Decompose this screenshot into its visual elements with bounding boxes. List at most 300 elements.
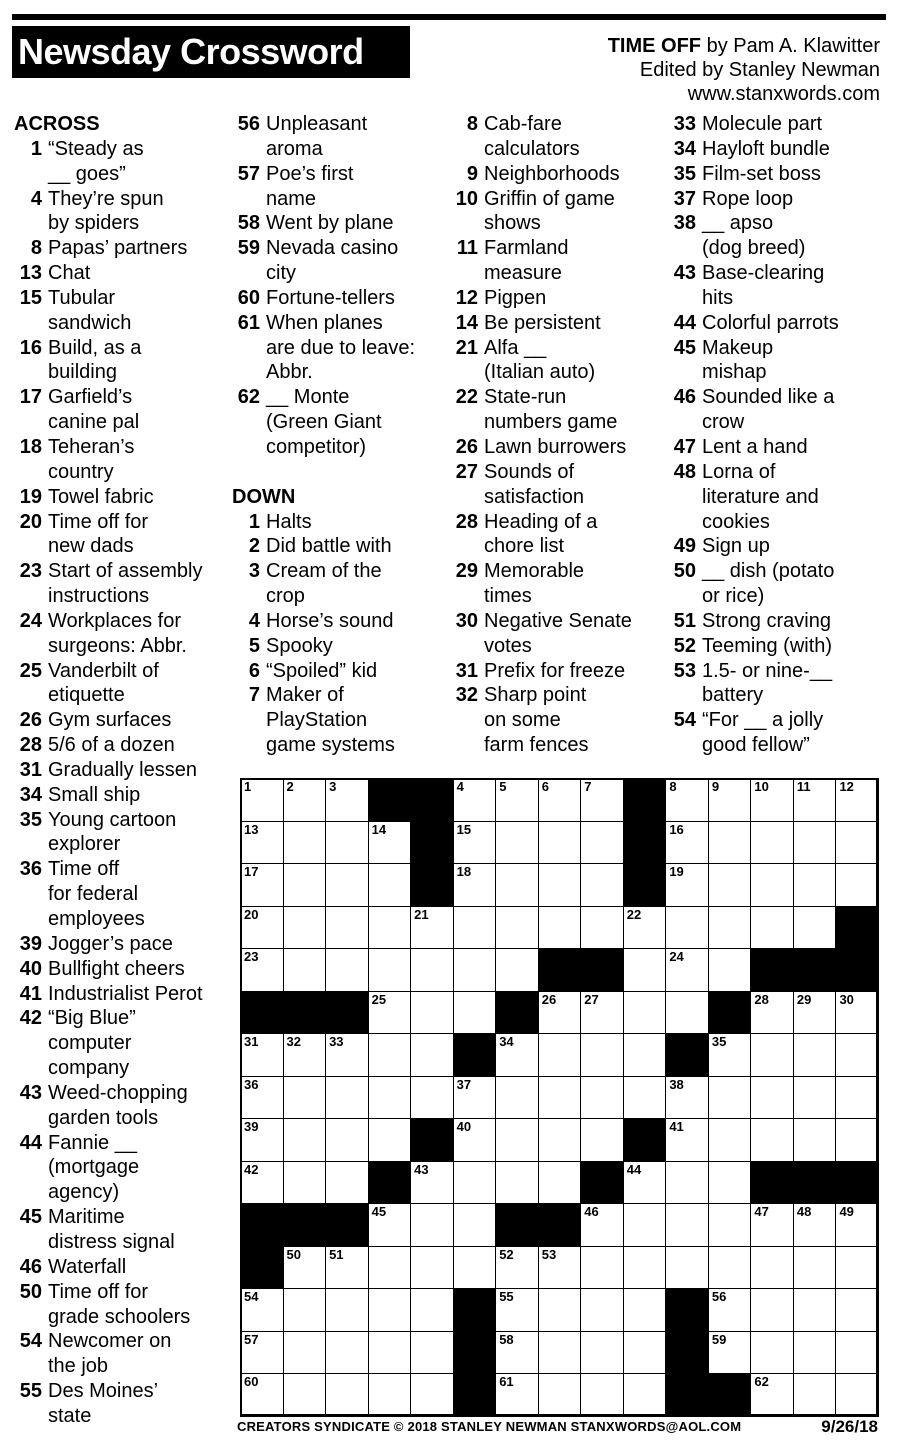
grid-cell[interactable] [495, 1288, 539, 1332]
grid-cell[interactable] [240, 863, 284, 907]
grid-cell[interactable] [793, 1288, 837, 1332]
grid-cell[interactable] [623, 1076, 667, 1120]
grid-cell[interactable] [708, 863, 752, 907]
grid-cell[interactable] [750, 821, 794, 865]
grid-cell[interactable] [368, 1288, 412, 1332]
cell-number: 12 [839, 779, 854, 794]
down-clue-44 [666, 311, 892, 336]
grid-cell[interactable] [325, 1246, 369, 1290]
clue-number: 54 [19, 1330, 42, 1353]
grid-cell[interactable] [750, 1373, 794, 1417]
grid-cell[interactable] [283, 1118, 327, 1162]
grid-cell[interactable] [240, 1076, 284, 1120]
down-clue-53 [666, 659, 892, 709]
grid-cell[interactable] [325, 778, 369, 822]
down-clue-37 [666, 187, 892, 212]
down-clue-34 [666, 137, 892, 162]
clue-number: 21 [455, 336, 478, 359]
grid-cell[interactable] [495, 778, 539, 822]
cell-number: 54 [244, 1289, 259, 1305]
clue-text: Tubular sandwich [48, 286, 132, 334]
grid-cell[interactable] [495, 906, 539, 950]
grid-cell[interactable] [453, 1076, 497, 1120]
grid-cell[interactable] [368, 1076, 412, 1120]
cell-number: 60 [244, 1374, 259, 1390]
clue-text: 5/6 of a dozen [48, 734, 175, 757]
grid-cell[interactable] [580, 778, 624, 822]
grid-cell[interactable] [410, 1161, 454, 1205]
clue-number: 27 [455, 460, 478, 483]
grid-cell[interactable] [283, 1288, 327, 1332]
clue-column-3 [448, 112, 670, 758]
clue-column-4 [666, 112, 892, 758]
clue-number: 31 [19, 758, 42, 781]
clue-text: Sign up [702, 535, 770, 558]
clue-number: 35 [673, 162, 696, 185]
clue-text: Vanderbilt of etiquette [48, 659, 159, 707]
grid-cell[interactable] [708, 1331, 752, 1375]
grid-cell[interactable] [410, 948, 454, 992]
grid-cell[interactable] [368, 948, 412, 992]
cell-number: 56 [711, 1289, 727, 1305]
grid-cell[interactable] [240, 778, 284, 822]
grid-cell[interactable] [538, 821, 582, 865]
grid-cell[interactable] [835, 1118, 879, 1162]
grid-cell[interactable] [453, 991, 497, 1035]
grid-cell[interactable] [538, 906, 582, 950]
grid-cell[interactable] [368, 1033, 412, 1077]
grid-cell[interactable] [538, 1033, 582, 1077]
grid-cell[interactable] [283, 821, 327, 865]
grid-cell[interactable] [835, 1331, 879, 1375]
grid-cell[interactable] [283, 1373, 327, 1417]
grid-cell[interactable] [325, 821, 369, 865]
grid-cell[interactable] [495, 1118, 539, 1162]
grid-cell[interactable] [580, 1033, 624, 1077]
grid-cell[interactable] [750, 906, 794, 950]
clue-text: Halts [266, 510, 312, 533]
clue-number: 46 [673, 386, 696, 409]
grid-cell[interactable] [453, 906, 497, 950]
grid-cell[interactable] [793, 906, 837, 950]
grid-cell[interactable] [283, 1076, 327, 1120]
grid-cell[interactable] [283, 1161, 327, 1205]
website: www.stanxwords.com [687, 83, 880, 105]
black-square [410, 863, 454, 907]
grid-cell[interactable] [283, 1331, 327, 1375]
grid-cell[interactable] [750, 863, 794, 907]
grid-cell[interactable] [580, 863, 624, 907]
clue-number: 23 [19, 560, 42, 583]
grid-cell[interactable] [325, 1373, 369, 1417]
grid-cell[interactable] [750, 1076, 794, 1120]
grid-cell[interactable] [623, 991, 667, 1035]
cell-number: 40 [456, 1119, 472, 1135]
clue-text: Griffin of game shows [484, 187, 615, 235]
grid-cell[interactable] [835, 863, 879, 907]
grid-cell[interactable] [538, 1246, 582, 1290]
down-clue-48 [666, 460, 892, 535]
clue-text: Memorable times [484, 560, 585, 608]
grid-cell[interactable] [325, 1161, 369, 1205]
grid-cell[interactable] [453, 1161, 497, 1205]
cell-number: 50 [286, 1246, 301, 1262]
clue-column-1 [14, 112, 236, 1429]
across-clue-36 [14, 857, 236, 932]
grid-cell[interactable] [240, 906, 284, 950]
cell-number: 48 [796, 1204, 812, 1220]
down-clue-1 [232, 510, 454, 535]
grid-cell[interactable] [793, 863, 837, 907]
grid-cell[interactable] [410, 1288, 454, 1332]
across-clue-42 [14, 1006, 236, 1081]
grid-cell[interactable] [538, 1288, 582, 1332]
grid-cell[interactable] [750, 1246, 794, 1290]
cell-number: 49 [839, 1204, 854, 1220]
black-square [410, 821, 454, 865]
grid-cell[interactable] [368, 1373, 412, 1417]
down-clue-33 [666, 112, 892, 137]
grid-cell[interactable] [495, 821, 539, 865]
clue-number: 34 [673, 137, 696, 160]
grid-cell[interactable] [665, 1246, 709, 1290]
cell-number: 18 [456, 864, 472, 880]
clue-number: 40 [19, 957, 42, 980]
grid-cell[interactable] [495, 1373, 539, 1417]
grid-cell[interactable] [665, 863, 709, 907]
grid-cell[interactable] [538, 991, 582, 1035]
across-clue-60 [232, 286, 454, 311]
grid-cell[interactable] [580, 1288, 624, 1332]
grid-cell[interactable] [580, 1203, 624, 1247]
grid-cell[interactable] [240, 1118, 284, 1162]
grid-cell[interactable] [240, 1033, 284, 1077]
grid-cell[interactable] [453, 778, 497, 822]
grid-cell[interactable] [410, 1203, 454, 1247]
grid-cell[interactable] [453, 948, 497, 992]
top-rule [12, 14, 886, 20]
grid-cell[interactable] [750, 1288, 794, 1332]
grid-cell[interactable] [538, 1331, 582, 1375]
grid-cell[interactable] [410, 1331, 454, 1375]
clue-number: 22 [455, 386, 478, 409]
grid-cell[interactable] [410, 1033, 454, 1077]
grid-cell[interactable] [580, 906, 624, 950]
grid-cell[interactable] [283, 778, 327, 822]
grid-cell[interactable] [495, 863, 539, 907]
grid-cell[interactable] [708, 1161, 752, 1205]
grid-cell[interactable] [793, 1203, 837, 1247]
clue-text: Cream of the crop [266, 560, 382, 608]
clue-text: Rope loop [702, 187, 794, 210]
grid-cell[interactable] [240, 821, 284, 865]
grid-cell[interactable] [580, 1246, 624, 1290]
puzzle-title: TIME OFF [607, 35, 702, 57]
clue-text: Jogger’s pace [48, 932, 173, 955]
grid-cell[interactable] [325, 1118, 369, 1162]
clue-number: 20 [19, 510, 42, 533]
grid-cell[interactable] [410, 1076, 454, 1120]
clue-text: Start of assembly instructions [48, 560, 203, 608]
cell-number: 32 [286, 1034, 301, 1050]
black-square [325, 1203, 369, 1247]
grid-cell[interactable] [240, 1161, 284, 1205]
grid-cell[interactable] [793, 1033, 837, 1077]
black-square [240, 1203, 284, 1247]
across-clue-31 [14, 758, 236, 783]
grid-cell[interactable] [835, 1288, 879, 1332]
grid-cell[interactable] [623, 906, 667, 950]
grid-cell[interactable] [793, 991, 837, 1035]
clue-number: 50 [673, 560, 696, 583]
down-clue-7 [232, 683, 454, 758]
grid-cell[interactable] [665, 821, 709, 865]
clue-text: Negative Senate votes [484, 609, 632, 657]
grid-cell[interactable] [623, 1246, 667, 1290]
grid-cell[interactable] [368, 1246, 412, 1290]
black-square [750, 948, 794, 992]
grid-cell[interactable] [793, 1076, 837, 1120]
black-square [665, 1033, 709, 1077]
grid-cell[interactable] [580, 1331, 624, 1375]
grid-cell[interactable] [325, 906, 369, 950]
grid-cell[interactable] [538, 1373, 582, 1417]
grid-cell[interactable] [410, 1246, 454, 1290]
down-clue-29 [448, 559, 670, 609]
grid-cell[interactable] [325, 1288, 369, 1332]
grid-cell[interactable] [708, 1203, 752, 1247]
grid-cell[interactable] [368, 1118, 412, 1162]
across-clue-23 [14, 559, 236, 609]
grid-cell[interactable] [708, 906, 752, 950]
grid-cell[interactable] [538, 863, 582, 907]
cell-number: 15 [456, 821, 472, 837]
clue-number: 8 [466, 113, 478, 135]
grid-cell[interactable] [665, 1118, 709, 1162]
grid-cell[interactable] [708, 1076, 752, 1120]
byline [608, 34, 880, 106]
across-clue-28 [14, 733, 236, 758]
grid-cell[interactable] [368, 821, 412, 865]
grid-cell[interactable] [750, 778, 794, 822]
black-square [538, 948, 582, 992]
clue-text: Film-set boss [702, 162, 821, 185]
grid-cell[interactable] [580, 991, 624, 1035]
clue-text: Young cartoon explorer [48, 808, 177, 856]
clue-number: 38 [673, 212, 696, 235]
clue-text: Horse’s sound [266, 609, 394, 632]
grid-cell[interactable] [835, 1246, 879, 1290]
clue-number: 5 [248, 634, 260, 657]
down-clue-10 [448, 187, 670, 237]
grid-cell[interactable] [835, 1076, 879, 1120]
grid-cell[interactable] [750, 1203, 794, 1247]
grid-cell[interactable] [580, 1118, 624, 1162]
down-clue-47 [666, 435, 892, 460]
black-square [410, 1118, 454, 1162]
across-clue-45 [14, 1205, 236, 1255]
grid-cell[interactable] [283, 863, 327, 907]
grid-cell[interactable] [665, 1203, 709, 1247]
clue-text: Lorna of literature and cookies [702, 460, 819, 533]
grid-cell[interactable] [325, 1033, 369, 1077]
clue-number: 17 [19, 386, 42, 409]
black-square [283, 1203, 327, 1247]
grid-cell[interactable] [410, 991, 454, 1035]
clue-number: 26 [19, 709, 42, 732]
cell-number: 44 [626, 1161, 642, 1177]
across-clue-59 [232, 236, 454, 286]
clue-text: Time off for federal employees [48, 858, 145, 930]
grid-cell[interactable] [708, 1288, 752, 1332]
across-clue-15 [14, 286, 236, 336]
grid-cell[interactable] [368, 1203, 412, 1247]
clue-number: 10 [455, 187, 478, 210]
grid-cell[interactable] [368, 991, 412, 1035]
grid-cell[interactable] [325, 1331, 369, 1375]
black-square [453, 1288, 497, 1332]
clue-text: __ dish (potato or rice) [702, 560, 835, 608]
grid-cell[interactable] [835, 1373, 879, 1417]
grid-cell[interactable] [495, 1161, 539, 1205]
grid-cell[interactable] [665, 991, 709, 1035]
grid-cell[interactable] [580, 1076, 624, 1120]
clue-text: “For __ a jolly good fellow” [702, 709, 824, 757]
grid-cell[interactable] [538, 1118, 582, 1162]
grid-cell[interactable] [623, 1288, 667, 1332]
grid-cell[interactable] [835, 1033, 879, 1077]
grid-cell[interactable] [495, 948, 539, 992]
grid-cell[interactable] [240, 1331, 284, 1375]
grid-cell[interactable] [708, 778, 752, 822]
grid-cell[interactable] [793, 1373, 837, 1417]
grid-cell[interactable] [623, 1033, 667, 1077]
across-clue-18 [14, 435, 236, 485]
grid-cell[interactable] [793, 821, 837, 865]
clue-number: 41 [19, 982, 42, 1005]
grid-cell[interactable] [410, 906, 454, 950]
grid-cell[interactable] [368, 863, 412, 907]
grid-cell[interactable] [538, 778, 582, 822]
across-clue-50 [14, 1280, 236, 1330]
grid-cell[interactable] [750, 1118, 794, 1162]
cell-number: 35 [711, 1034, 727, 1050]
grid-cell[interactable] [580, 1373, 624, 1417]
grid-cell[interactable] [835, 821, 879, 865]
clue-number: 45 [673, 336, 696, 359]
grid-cell[interactable] [623, 1331, 667, 1375]
grid-cell[interactable] [708, 1033, 752, 1077]
across-clue-35 [14, 808, 236, 858]
grid-cell[interactable] [495, 1331, 539, 1375]
grid-cell[interactable] [835, 778, 879, 822]
grid-cell[interactable] [495, 1033, 539, 1077]
across-clue-61 [232, 311, 454, 386]
clue-text: They’re spun by spiders [48, 187, 164, 235]
grid-cell[interactable] [750, 991, 794, 1035]
grid-cell[interactable] [283, 906, 327, 950]
grid-cell[interactable] [495, 1246, 539, 1290]
cell-number: 42 [244, 1161, 259, 1177]
clue-number: 46 [19, 1255, 42, 1278]
clue-number: 13 [19, 262, 42, 285]
grid-cell[interactable] [750, 1033, 794, 1077]
cell-number: 21 [414, 906, 429, 922]
grid-cell[interactable] [325, 1076, 369, 1120]
across-clue-1 [14, 137, 236, 187]
grid-cell[interactable] [708, 948, 752, 992]
grid-cell[interactable] [538, 1161, 582, 1205]
grid-cell[interactable] [283, 1033, 327, 1077]
grid-cell[interactable] [580, 821, 624, 865]
grid-cell[interactable] [240, 1373, 284, 1417]
grid-cell[interactable] [835, 1203, 879, 1247]
black-square [283, 991, 327, 1035]
grid-cell[interactable] [453, 1203, 497, 1247]
grid-cell[interactable] [665, 1076, 709, 1120]
grid-cell[interactable] [750, 1331, 794, 1375]
grid-cell[interactable] [453, 863, 497, 907]
clue-text: Bullfight cheers [48, 957, 185, 980]
grid-cell[interactable] [623, 1161, 667, 1205]
grid-cell[interactable] [665, 778, 709, 822]
grid-cell[interactable] [240, 1288, 284, 1332]
grid-cell[interactable] [665, 948, 709, 992]
grid-cell[interactable] [453, 1246, 497, 1290]
grid-cell[interactable] [708, 1118, 752, 1162]
grid-cell[interactable] [495, 1076, 539, 1120]
grid-cell[interactable] [793, 1118, 837, 1162]
grid-cell[interactable] [623, 1203, 667, 1247]
grid-cell[interactable] [283, 1246, 327, 1290]
grid-cell[interactable] [538, 1076, 582, 1120]
grid-cell[interactable] [453, 821, 497, 865]
clue-text: Sounded like a crow [702, 386, 835, 434]
down-clue-27 [448, 460, 670, 510]
grid-cell[interactable] [410, 1373, 454, 1417]
grid-cell[interactable] [623, 1373, 667, 1417]
grid-cell[interactable] [793, 1246, 837, 1290]
clue-text: Time off for grade schoolers [48, 1280, 191, 1328]
grid-cell[interactable] [793, 778, 837, 822]
grid-cell[interactable] [708, 1246, 752, 1290]
grid-cell[interactable] [240, 948, 284, 992]
grid-cell[interactable] [325, 863, 369, 907]
grid-cell[interactable] [623, 948, 667, 992]
clue-text: Went by plane [266, 212, 394, 235]
cell-number: 26 [541, 991, 557, 1007]
grid-cell[interactable] [283, 948, 327, 992]
cell-number: 27 [584, 991, 599, 1007]
grid-cell[interactable] [368, 1331, 412, 1375]
clue-text: Neighborhoods [484, 162, 620, 185]
grid-cell[interactable] [368, 906, 412, 950]
grid-cell[interactable] [793, 1331, 837, 1375]
grid-cell[interactable] [665, 906, 709, 950]
down-clue-28 [448, 510, 670, 560]
grid-cell[interactable] [835, 991, 879, 1035]
grid-cell[interactable] [708, 821, 752, 865]
grid-cell[interactable] [665, 1161, 709, 1205]
across-clue-39 [14, 932, 236, 957]
grid-cell[interactable] [453, 1118, 497, 1162]
clue-text: Sounds of satisfaction [484, 460, 585, 508]
cell-number: 8 [669, 779, 677, 794]
black-square [580, 948, 624, 992]
grid-cell[interactable] [325, 948, 369, 992]
across-clue-43 [14, 1081, 236, 1131]
clue-text: Des Moines’ state [48, 1380, 159, 1427]
